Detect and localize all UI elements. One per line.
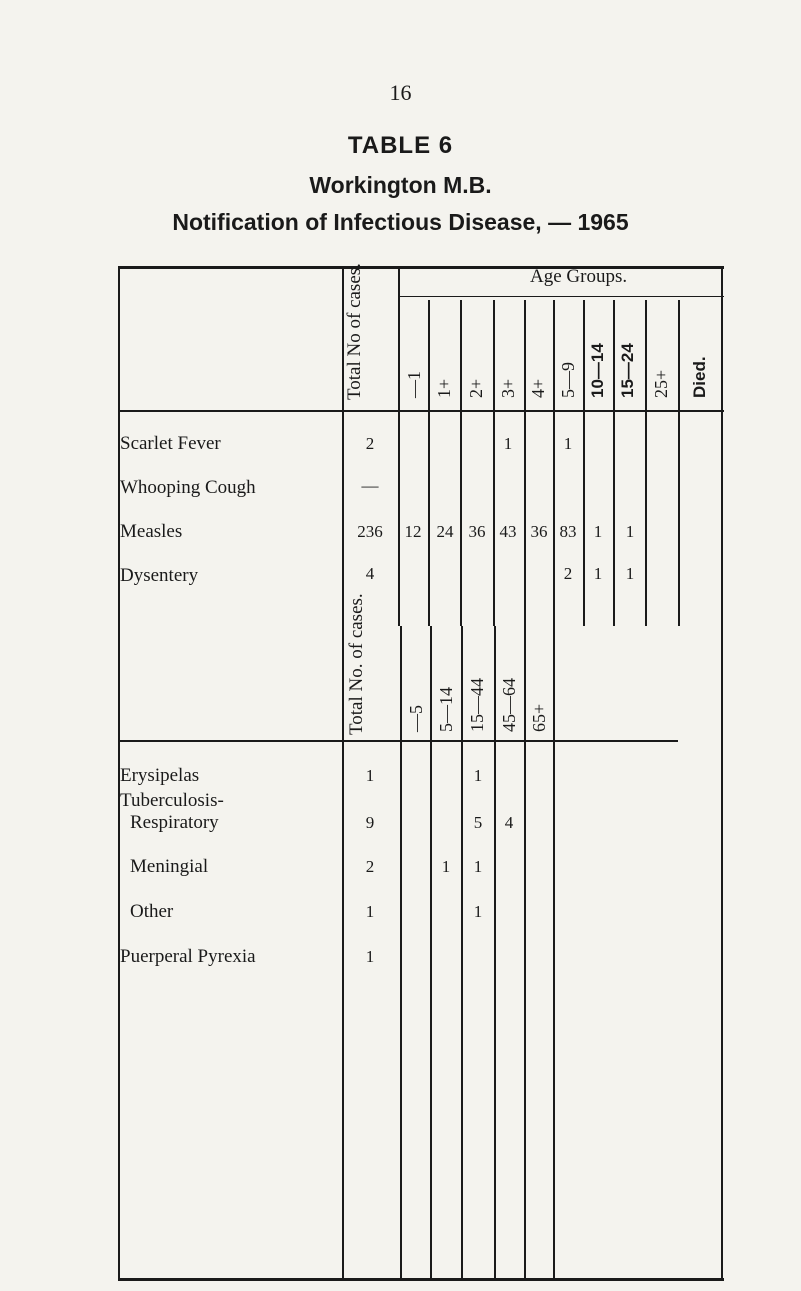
cell: 36: [468, 522, 486, 541]
disease-name: Other: [130, 901, 174, 922]
lower-col-divider: [430, 626, 432, 1278]
cell: 1: [593, 522, 603, 541]
disease-name: Meningial: [130, 856, 209, 877]
lower-age-col-65-plus: 65+: [529, 703, 549, 732]
row-total: 9: [365, 813, 375, 832]
total-column-divider: [342, 266, 344, 1280]
lower-age-col-5-14: 5—14: [436, 687, 456, 732]
cell: 1: [593, 564, 603, 583]
right-border: [721, 266, 723, 1280]
cell: 1: [625, 522, 635, 541]
upper-col-divider: [398, 266, 400, 626]
age-col-25-plus: 25+: [651, 369, 671, 398]
age-col-under-1: —1: [404, 371, 424, 398]
age-col-2-plus: 2+: [466, 378, 486, 398]
upper-total-header: Total No of cases.: [344, 263, 365, 400]
upper-col-divider: [493, 300, 495, 626]
cell: 1: [473, 902, 483, 921]
cell: 1: [473, 766, 483, 785]
row-total: 2: [365, 857, 375, 876]
table-title: TABLE 6: [347, 132, 454, 159]
cell: 43: [499, 522, 517, 541]
table-subtitle: Workington M.B.: [309, 172, 492, 198]
cell: 12: [404, 522, 422, 541]
died-column-header: Died.: [690, 356, 709, 398]
page-number: 16: [389, 80, 412, 105]
disease-name: Measles: [120, 521, 183, 542]
upper-col-divider: [460, 300, 462, 626]
upper-col-divider: [678, 300, 680, 626]
row-total: 1: [365, 947, 375, 966]
upper-col-divider: [524, 300, 526, 626]
lower-col-divider: [400, 626, 402, 1278]
top-rule: [118, 266, 724, 269]
row-total: —: [361, 476, 379, 495]
table-caption: Notification of Infectious Disease, — 1965: [172, 209, 629, 235]
age-col-15-24: 15—24: [618, 343, 637, 398]
cell: 1: [441, 857, 451, 876]
header-bottom-rule: [118, 410, 724, 412]
lower-col-divider: [524, 626, 526, 1278]
row-total: 1: [365, 766, 375, 785]
disease-name: Dysentery: [120, 565, 199, 586]
disease-name: Puerperal Pyrexia: [120, 946, 256, 967]
lower-col-divider: [494, 626, 496, 1278]
disease-name-line2: Respiratory: [130, 812, 219, 833]
row-total: 1: [365, 902, 375, 921]
upper-col-divider: [428, 300, 430, 626]
lower-header-rule: [118, 740, 678, 742]
age-col-3-plus: 3+: [498, 378, 518, 398]
lower-total-header: Total No. of cases.: [346, 593, 367, 735]
lower-age-col-under-5: —5: [406, 705, 426, 732]
cell: 5: [473, 813, 483, 832]
row-total: 236: [357, 522, 383, 541]
lower-age-col-45-64: 45—64: [499, 678, 519, 732]
disease-name: Erysipelas: [120, 765, 200, 786]
row-total: 2: [365, 434, 375, 453]
lower-age-col-15-44: 15—44: [467, 678, 487, 732]
cell: 1: [625, 564, 635, 583]
cell: 2: [563, 564, 573, 583]
disease-name: Whooping Cough: [120, 477, 256, 498]
age-col-5-9: 5—9: [558, 362, 578, 398]
age-col-4-plus: 4+: [528, 378, 548, 398]
age-groups-rule: [398, 296, 724, 297]
age-col-10-14: 10—14: [588, 343, 607, 398]
row-total: 4: [365, 564, 375, 583]
cell: 24: [436, 522, 454, 541]
cell: 4: [504, 813, 514, 832]
cell: 36: [530, 522, 548, 541]
lower-col-divider: [461, 626, 463, 1278]
disease-name: Tuberculosis-: [120, 790, 224, 811]
age-col-1-plus: 1+: [434, 378, 454, 398]
age-groups-header: Age Groups.: [530, 266, 628, 287]
cell: 83: [559, 522, 577, 541]
cell: 1: [503, 434, 513, 453]
cell: 1: [563, 434, 573, 453]
bottom-rule: [118, 1278, 724, 1281]
lower-col-divider: [553, 626, 555, 1278]
cell: 1: [473, 857, 483, 876]
disease-name: Scarlet Fever: [120, 433, 221, 454]
